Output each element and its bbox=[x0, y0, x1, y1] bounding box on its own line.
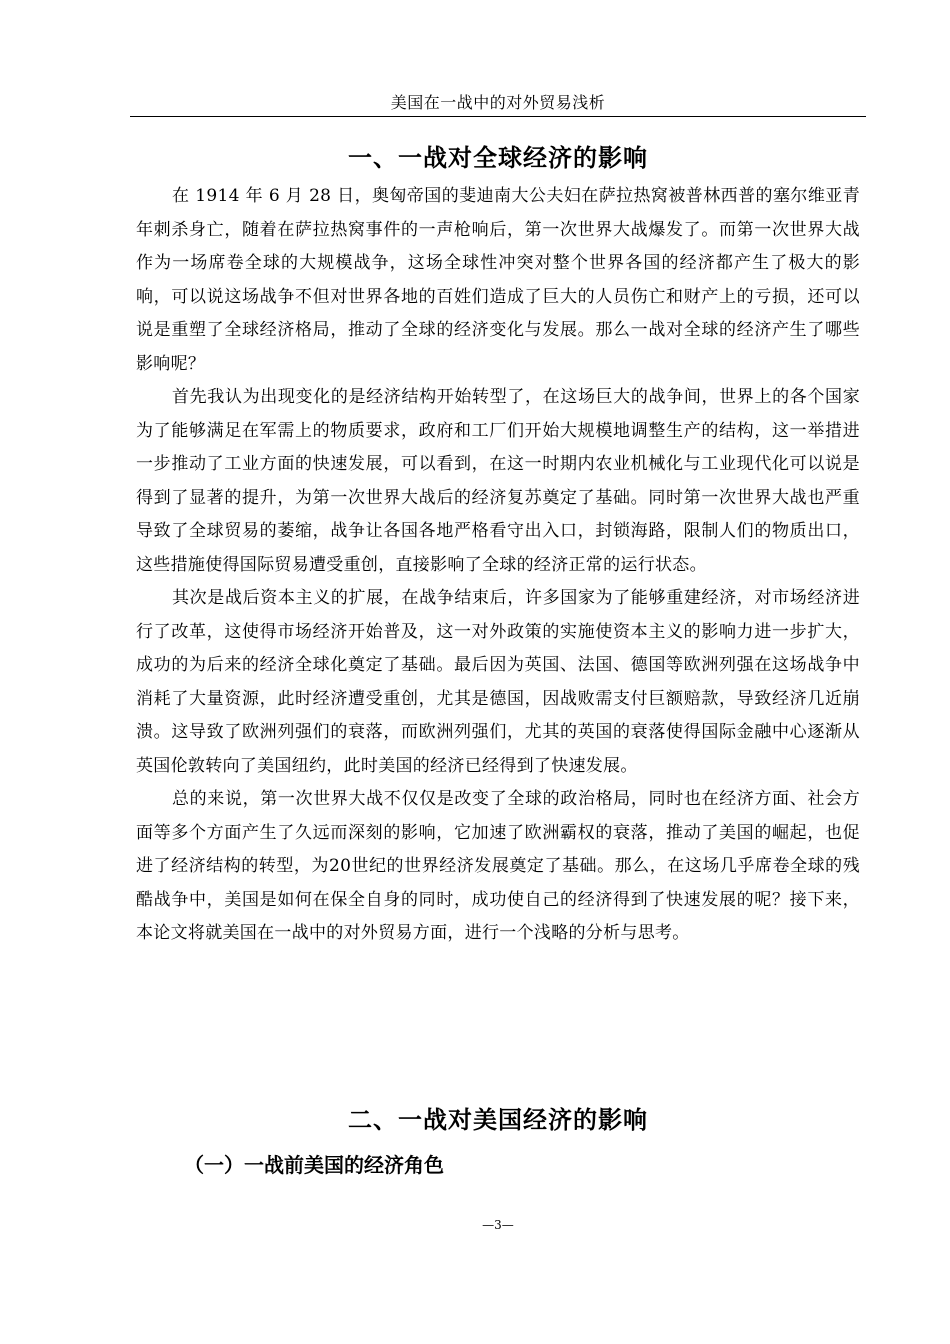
paragraph-4: 总的来说，第一次世界大战不仅仅是改变了全球的政治格局，同时也在经济方面、社会方面等多个方面产生了久远而深刻的影响，它加速了欧洲霸权的衰落，推动了美国的崛起，也促进了经济结构的转型，为20世纪的世界经济发展奠定了基础。那么，在这场几乎席卷全球的残酷战争中，美国是如何在保全自身的同时，成功使自己的经济得到了快速发展的呢？接下来，本论文将就美国在一战中的对外贸易方面，进行一个浅略的分析与思考。 bbox=[136, 789, 860, 943]
paragraph-2: 首先我认为出现变化的是经济结构开始转型了，在这场巨大的战争间，世界上的各个国家为了能够满足在军需上的物质要求，政府和工厂们开始大规模地调整生产的结构，这一举措进一步推动了工业方面的快速发展，可以看到，在这一时期内农业机械化与工业现代化可以说是得到了显著的提升，为第一次世界大战后的经济复苏奠定了基础。同时第一次世界大战也严重导致了全球贸易的萎缩，战争让各国各地严格看守出入口，封锁海路，限制人们的物质出口，这些措施使得国际贸易遭受重创，直接影响了全球的经济正常的运行状态。 bbox=[136, 387, 860, 575]
subsection-heading: （一）一战前美国的经济角色 bbox=[184, 1153, 444, 1177]
section-1-body bbox=[136, 180, 860, 951]
paragraph-3: 其次是战后资本主义的扩展，在战争结束后，许多国家为了能够重建经济，对市场经济进行了改革，这使得市场经济开始普及，这一对外政策的实施使资本主义的影响力进一步扩大，成功的为后来的经济全球化奠定了基础。最后因为英国、法国、德国等欧洲列强在这场战争中消耗了大量资源，此时经济遭受重创，尤其是德国，因战败需支付巨额赔款，导致经济几近崩溃。这导致了欧洲列强们的衰落，而欧洲列强们，尤其的英国的衰落使得国际金融中心逐渐从英国伦敦转向了美国纽约，此时美国的经济已经得到了快速发展。 bbox=[136, 588, 860, 776]
page-number: —3— bbox=[482, 1218, 514, 1232]
section-heading-1: 一、一战对全球经济的影响 bbox=[348, 144, 648, 172]
running-header: 美国在一战中的对外贸易浅析 bbox=[390, 93, 606, 112]
section-heading-2: 二、一战对美国经济的影响 bbox=[348, 1106, 648, 1134]
header-rule bbox=[130, 116, 866, 117]
paragraph-1: 在 1914 年 6 月 28 日，奥匈帝国的斐迪南大公夫妇在萨拉热窝被普林西普的塞尔维亚青年刺杀身亡，随着在萨拉热窝事件的一声枪响后，第一次世界大战爆发了。而第一次世界大战作为一场席卷全球的大规模战争，这场全球性冲突对整个世界各国的经济都产生了极大的影响，可以说这场战争不但对世界各地的百姓们造成了巨大的人员伤亡和财产上的亏损，还可以说是重塑了全球经济格局，推动了全球的经济变化与发展。那么一战对全球的经济产生了哪些影响呢？ bbox=[136, 186, 860, 374]
